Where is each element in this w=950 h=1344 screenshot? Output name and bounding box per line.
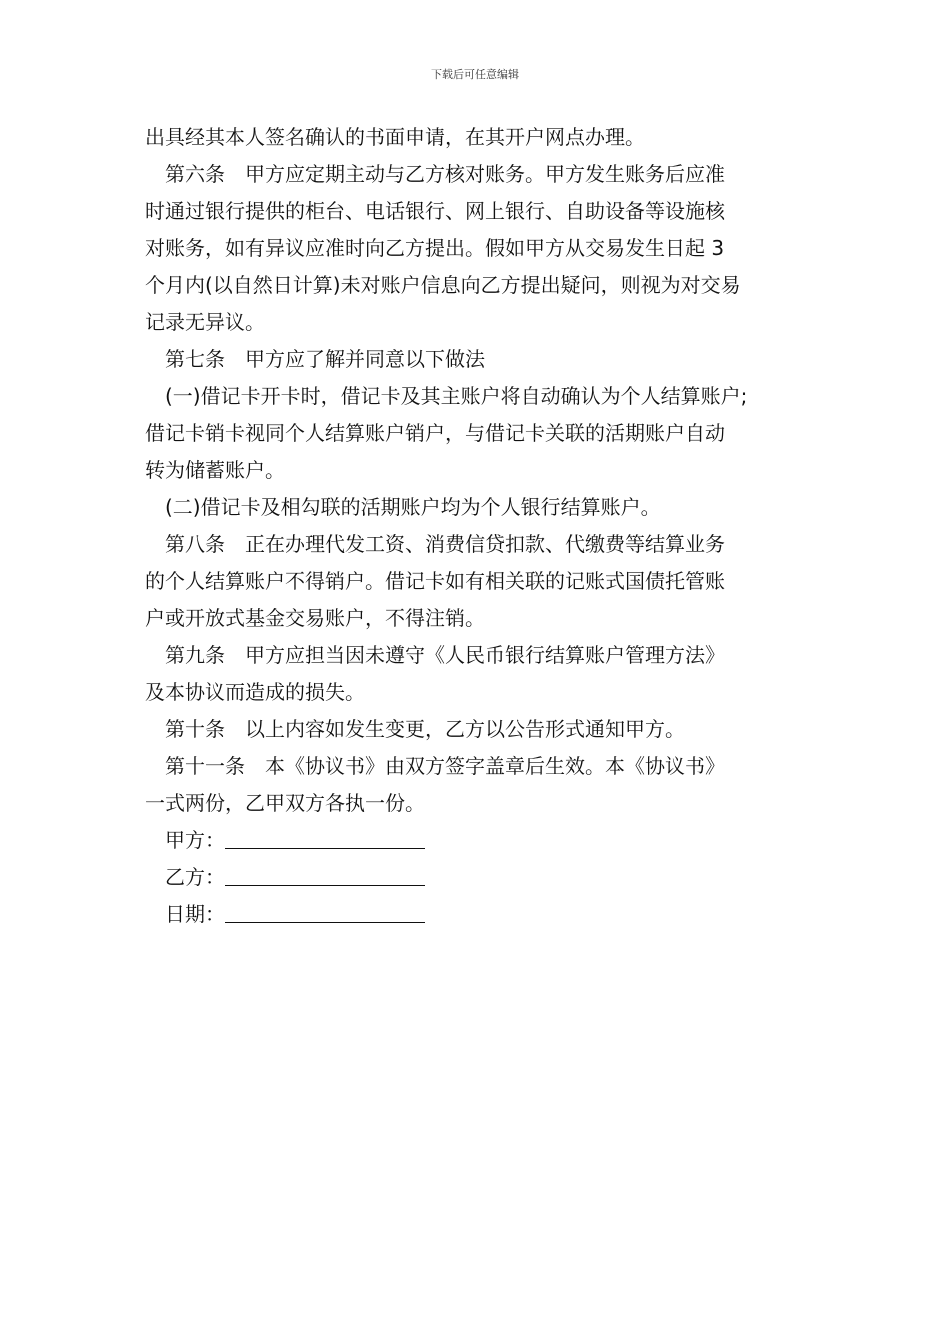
- page-header: 下载后可任意编辑: [431, 68, 519, 81]
- signature-party-b-blank: [225, 865, 425, 886]
- text-line: 对账务，如有异议应准时向乙方提出。假如甲方从交易发生日起 3: [145, 236, 725, 260]
- article-11-line: 第十一条 本《协议书》由双方签字盖章后生效。本《协议书》: [165, 754, 725, 778]
- article-7-line: 第七条 甲方应了解并同意以下做法: [165, 347, 485, 371]
- text-line: 及本协议而造成的损失。: [145, 680, 365, 704]
- text-line: 一式两份，乙甲双方各执一份。: [145, 791, 425, 815]
- text-line: 转为储蓄账户。: [145, 458, 285, 482]
- signature-party-a-blank: [225, 828, 425, 849]
- signature-party-a: [145, 822, 825, 859]
- article-8-line: 第八条 正在办理代发工资、消费信贷扣款、代缴费等结算业务: [165, 532, 725, 556]
- clause-1-line: (一)借记卡开卡时，借记卡及其主账户将自动确认为个人结算账户;: [165, 384, 748, 408]
- text-line: 户或开放式基金交易账户，不得注销。: [145, 606, 485, 630]
- clause-2-line: (二)借记卡及相勾联的活期账户均为个人银行结算账户。: [165, 495, 661, 519]
- text-line: 出具经其本人签名确认的书面申请，在其开户网点办理。: [145, 125, 645, 149]
- text-line: 借记卡销卡视同个人结算账户销户，与借记卡关联的活期账户自动: [145, 421, 725, 445]
- text-line: 记录无异议。: [145, 310, 265, 334]
- article-10-line: 第十条 以上内容如发生变更，乙方以公告形式通知甲方。: [165, 717, 685, 741]
- article-9-line: 第九条 甲方应担当因未遵守《人民币银行结算账户管理方法》: [165, 643, 725, 667]
- text-line: 的个人结算账户不得销户。借记卡如有相关联的记账式国债托管账: [145, 569, 725, 593]
- text-line: 个月内(以自然日计算)未对账户信息向乙方提出疑问，则视为对交易: [145, 273, 741, 297]
- signature-date: [145, 896, 825, 933]
- signature-party-b-label: 乙方：: [165, 865, 225, 889]
- signature-party-a-label: 甲方：: [165, 828, 225, 852]
- signature-date-label: 日期：: [165, 902, 225, 926]
- signature-party-b: [145, 859, 825, 896]
- article-6-line: 第六条 甲方应定期主动与乙方核对账务。甲方发生账务后应准: [165, 162, 725, 186]
- signature-date-blank: [225, 902, 425, 923]
- document-body: [145, 119, 825, 933]
- text-line: 时通过银行提供的柜台、电话银行、网上银行、自助设备等设施核: [145, 199, 725, 223]
